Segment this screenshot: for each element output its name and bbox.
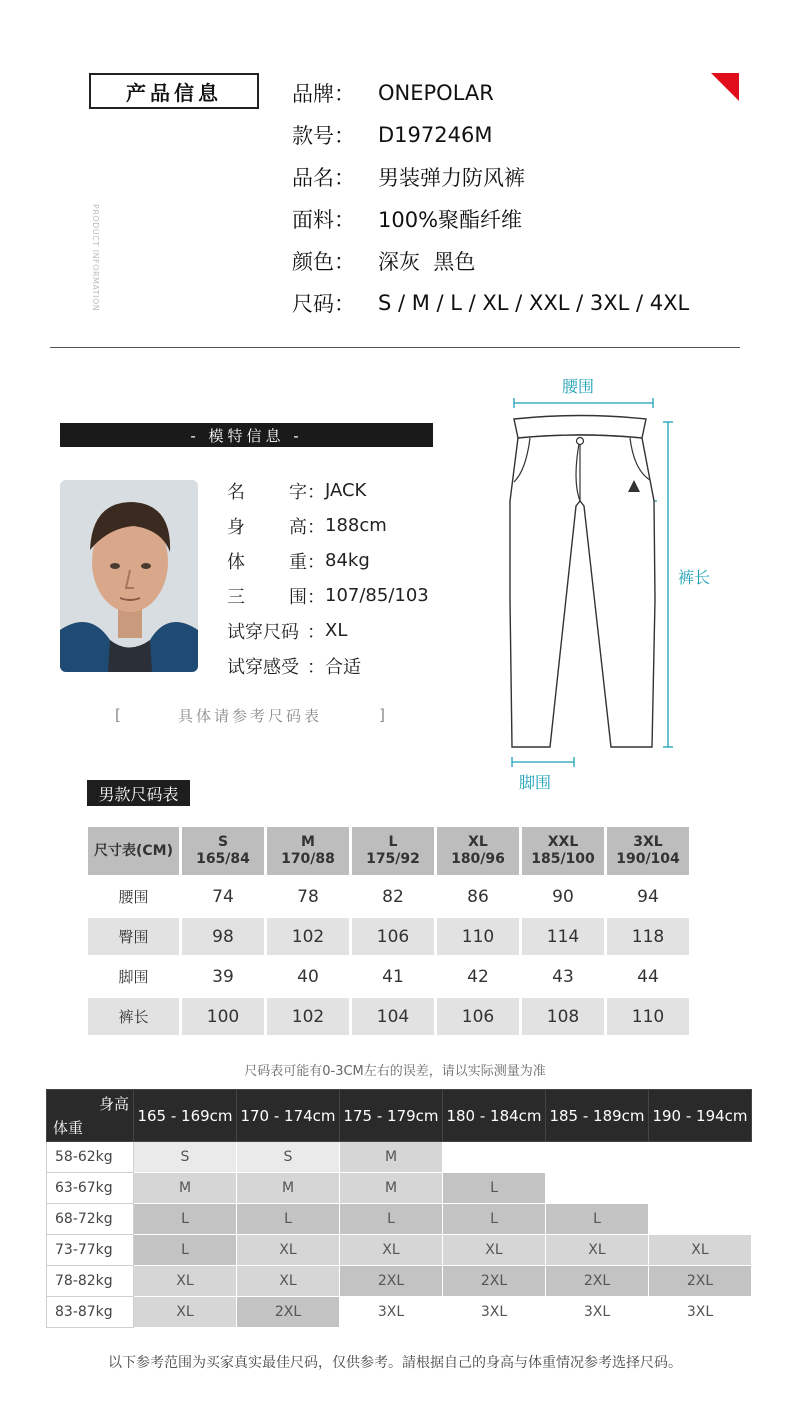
fit-cell: XL [134,1266,237,1297]
model-value: 188cm [325,515,387,536]
info-row-fabric [292,199,522,239]
model-label: 体 [227,551,245,573]
size-code: S [217,834,229,850]
size-chart-table [85,824,692,1038]
info-row-style-number [292,115,492,155]
weight-label: 73-77kg [47,1235,134,1266]
fit-cell: L [443,1173,546,1204]
product-info-title: 产品信息 [89,73,259,109]
fit-cell: L [237,1204,340,1235]
fit-cell: 2XL [649,1266,752,1297]
info-row-sizes [292,283,689,323]
size-code: 3XL [633,834,663,850]
info-value: ONEPOLAR [378,81,494,105]
fit-cell: M [340,1142,443,1173]
info-label: 尺码： [292,292,355,316]
model-value: XL [325,620,348,641]
fit-cell: 2XL [340,1266,443,1297]
men-size-chart-tag: 男款尺码表 [87,780,190,806]
info-value: 男装弹力防风裤 [378,166,525,190]
fit-cell: XL [237,1266,340,1297]
weight-label: 83-87kg [47,1297,134,1328]
size-spec: 175/92 [366,851,420,867]
reference-note [115,703,385,727]
size-code: XXL [547,834,579,850]
fit-cell: XL [546,1235,649,1266]
table-row [47,1173,752,1204]
fit-table-footer: 以下参考范围为买家真实最佳尺码，仅供参考。請根据自己的身高与体重情况参考选择尺码。 [108,1355,682,1371]
fit-cell: 3XL [340,1297,443,1328]
reference-note-text: 具体请参考尺码表 [177,706,322,725]
table-cell: 118 [607,918,689,955]
table-cell: 90 [552,886,574,907]
fit-cell: 2XL [546,1266,649,1297]
info-value: D197246M [378,123,493,147]
model-value: 合适 [325,656,361,678]
table-cell: 39 [212,966,234,987]
table-cell: 40 [297,966,319,987]
size-spec: 190/104 [616,851,680,867]
table-row [47,1204,752,1235]
height-header: 170 - 174cm [237,1090,340,1142]
size-chart-header [88,827,689,875]
info-label: 面料： [292,208,355,232]
model-row-weight [227,543,370,578]
fit-cell [443,1142,546,1173]
model-value: JACK [325,480,367,501]
section-divider [50,347,740,348]
fit-cell: XL [340,1235,443,1266]
table-cell: 110 [607,998,689,1035]
size-code: L [388,834,398,850]
table-cell: 110 [437,918,519,955]
model-label-suffix: ： [307,656,325,678]
fit-cell: 2XL [443,1266,546,1297]
info-row-color [292,241,475,281]
model-label: 三 [227,586,245,608]
fit-cell: L [443,1204,546,1235]
fit-cell: XL [443,1235,546,1266]
fit-cell: 3XL [546,1297,649,1328]
row-label: 腰围 [118,888,149,906]
model-row-height [227,508,387,543]
table-row [47,1297,752,1328]
model-value: 84kg [325,550,370,571]
table-cell: 104 [352,998,434,1035]
size-chart-note: 尺码表可能有0-3CM左右的误差，请以实际测量为准 [244,1064,546,1079]
size-header-cell [182,827,264,875]
table-cell: 42 [467,966,489,987]
table-cell: 108 [522,998,604,1035]
table-cell: 100 [182,998,264,1035]
model-row-name [227,473,366,508]
fit-cell: L [134,1204,237,1235]
info-value: S / M / L / XL / XXL / 3XL / 4XL [378,291,690,315]
table-row [47,1142,752,1173]
size-spec: 165/84 [196,851,250,867]
label-waist: 腰围 [562,377,595,396]
table-row [88,998,689,1035]
fit-cell: 2XL [237,1297,340,1328]
fit-table-header [47,1090,752,1142]
table-cell: 102 [267,998,349,1035]
fit-cell: M [134,1173,237,1204]
fit-cell: S [237,1142,340,1173]
info-row-brand [292,73,494,113]
fit-cell: XL [237,1235,340,1266]
fit-cell [649,1204,752,1235]
fit-cell: M [340,1173,443,1204]
info-value: 100%聚酯纤维 [378,208,523,232]
height-header: 165 - 169cm [134,1090,237,1142]
row-label: 脚围 [118,968,149,986]
table-cell: 114 [522,918,604,955]
corner-height-label: 身高 [98,1095,129,1113]
model-row-trial-size [227,613,347,648]
side-caption: PRODUCT INFORMATION [91,204,100,312]
fit-cell [649,1173,752,1204]
row-label: 裤长 [88,998,179,1035]
size-header-cell [607,827,689,875]
table-cell: 74 [212,886,234,907]
table-row [47,1266,752,1297]
model-photo [60,480,198,672]
table-cell: 106 [352,918,434,955]
table-cell: 86 [467,886,489,907]
table-row [88,918,689,955]
model-label: 试穿尺码 [227,621,299,643]
model-label: 试穿感受 [227,656,299,678]
pants-diagram [490,370,710,770]
fit-cell: L [134,1235,237,1266]
height-header: 175 - 179cm [340,1090,443,1142]
size-header-cell [437,827,519,875]
height-header: 180 - 184cm [443,1090,546,1142]
info-label: 品名： [292,166,355,190]
model-label: 身 [227,516,245,538]
model-info-title: - 模特信息 - [60,423,433,447]
table-cell: 106 [437,998,519,1035]
model-label-suffix: ： [307,621,325,643]
table-cell: 94 [637,886,659,907]
model-label-suffix: 重： [289,551,325,573]
table-row [47,1235,752,1266]
fit-cell: 3XL [649,1297,752,1328]
info-label: 款号： [292,124,355,148]
info-value: 深灰 黑色 [378,250,476,274]
corner-flag-icon [711,73,739,101]
bracket-close: ] [379,706,385,724]
size-header-cell [522,827,604,875]
model-label-suffix: 字： [289,481,325,503]
height-header: 190 - 194cm [649,1090,752,1142]
fit-cell [546,1173,649,1204]
size-chart-corner: 尺寸表(CM) [88,827,179,875]
height-header: 185 - 189cm [546,1090,649,1142]
table-cell: 44 [637,966,659,987]
model-label: 名 [227,481,245,503]
size-header-cell [267,827,349,875]
model-row-trial-feel [227,648,361,683]
table-cell: 43 [552,966,574,987]
weight-label: 68-72kg [47,1204,134,1235]
table-cell: 41 [382,966,404,987]
model-value: 107/85/103 [325,585,429,606]
model-label-suffix: 围： [289,586,325,608]
size-spec: 180/96 [451,851,505,867]
fit-cell [546,1142,649,1173]
table-row [88,878,689,915]
info-label: 颜色： [292,250,355,274]
size-spec: 185/100 [531,851,595,867]
weight-label: 58-62kg [47,1142,134,1173]
fit-cell: 3XL [443,1297,546,1328]
size-code: XL [468,834,488,850]
size-code: M [301,834,315,850]
info-row-product-name [292,157,525,197]
row-label: 臀围 [88,918,179,955]
fit-table [46,1089,752,1328]
info-label: 品牌： [292,82,355,106]
table-cell: 78 [297,886,319,907]
fit-cell: L [340,1204,443,1235]
fit-table-corner [47,1090,134,1142]
size-header-cell [352,827,434,875]
table-cell: 98 [182,918,264,955]
fit-cell: L [546,1204,649,1235]
bracket-open: [ [115,706,121,724]
label-length: 裤长 [678,568,711,587]
label-hem: 脚围 [519,773,552,792]
fit-cell [649,1142,752,1173]
weight-label: 63-67kg [47,1173,134,1204]
table-cell: 82 [382,886,404,907]
fit-cell: XL [649,1235,752,1266]
weight-label: 78-82kg [47,1266,134,1297]
size-spec: 170/88 [281,851,335,867]
fit-cell: S [134,1142,237,1173]
fit-cell: XL [134,1297,237,1328]
fit-cell: M [237,1173,340,1204]
model-label-suffix: 高： [289,516,325,538]
model-row-measurements [227,578,429,613]
table-row [88,958,689,995]
table-cell: 102 [267,918,349,955]
corner-weight-label: 体重 [53,1119,84,1137]
